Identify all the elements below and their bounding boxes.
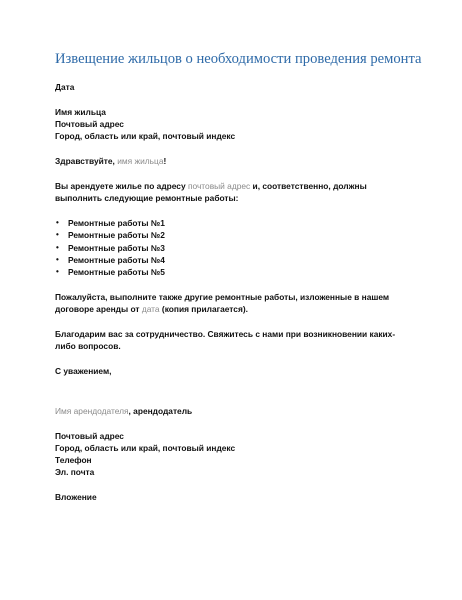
sender-phone: Телефон — [55, 455, 92, 466]
other-works-paragraph — [55, 291, 400, 315]
work-item-label: Ремонтные работы №5 — [68, 267, 165, 278]
other-works-part1: Пожалуйста, выполните также другие ремонтные работы, изложенные в нашем договоре аренды от — [55, 292, 390, 315]
bullet-icon: • — [56, 267, 59, 277]
list-item — [55, 217, 415, 229]
signature-line — [55, 405, 415, 417]
list-item — [55, 242, 415, 254]
other-works-part2: (копия прилагается). — [159, 304, 248, 315]
bullet-icon: • — [56, 230, 59, 240]
greeting-prefix: Здравствуйте, — [55, 156, 118, 166]
works-list — [55, 217, 415, 278]
work-item-label: Ремонтные работы №1 — [68, 218, 165, 228]
recipient-block — [55, 106, 415, 142]
work-item-label: Ремонтные работы №2 — [68, 230, 165, 241]
other-works-placeholder: дата — [141, 304, 160, 315]
list-item — [55, 229, 415, 241]
bullet-icon: • — [56, 254, 59, 264]
thanks-paragraph: Благодарим вас за сотрудничество. Свяжитесь с нами при возникновении каких-либо вопросов. — [55, 329, 396, 352]
list-item — [55, 254, 415, 266]
sender-email: Эл. почта — [55, 467, 95, 478]
date-label: Дата — [55, 82, 75, 92]
sender-address: Почтовый адрес — [55, 431, 124, 442]
letter-page — [55, 50, 422, 503]
bullet-icon: • — [56, 218, 59, 227]
recipient-city-line: Город, область или край, почтовый индекс — [55, 131, 236, 141]
recipient-address: Почтовый адрес — [55, 119, 124, 129]
greeting-suffix: ! — [163, 156, 167, 166]
enclosure-line: Вложение — [55, 492, 97, 503]
sender-city-line: Город, область или край, почтовый индекс — [55, 443, 236, 454]
closing-line: С уважением, — [55, 366, 112, 377]
greeting — [55, 155, 415, 167]
work-item-label: Ремонтные работы №4 — [68, 254, 165, 265]
signature-placeholder: Имя арендодателя — [55, 406, 129, 417]
work-item-label: Ремонтные работы №3 — [68, 242, 165, 253]
bullet-icon: • — [56, 242, 59, 252]
intro-part1: Вы арендуете жилье по адресу — [55, 181, 188, 191]
greeting-placeholder: имя жильца — [117, 156, 164, 166]
sender-block — [55, 430, 415, 478]
signature-suffix: , арендодатель — [128, 406, 193, 417]
date-line — [55, 81, 415, 93]
letter-title: Извещение жильцов о необходимости проведения ремонта — [55, 51, 422, 67]
intro-part2: и, соответственно, должны выполнить следующие ремонтные работы: — [55, 181, 367, 203]
list-item — [55, 266, 415, 278]
intro-placeholder: почтовый адрес — [187, 181, 251, 191]
intro-paragraph — [55, 180, 400, 204]
recipient-name: Имя жильца — [55, 107, 106, 117]
